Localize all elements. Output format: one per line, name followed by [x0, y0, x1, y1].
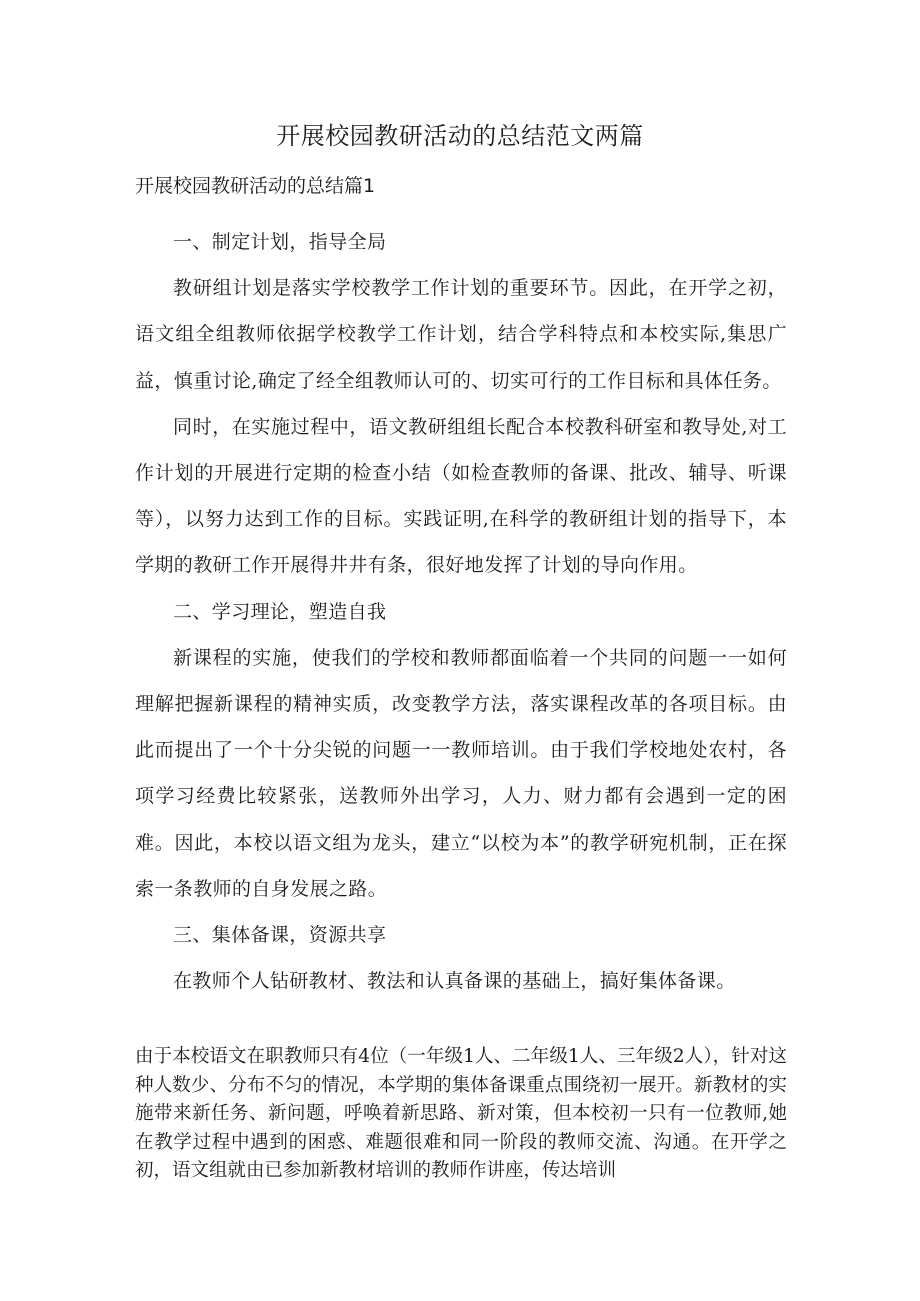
paragraph-theory: 新课程的实施，使我们的学校和教师都面临着一个共同的问题一一如何理解把握新课程的精神实质，改变教学方法，落实课程改革的各项目标。由此而提出了一个十分尖锐的问题一一教师培训。由于我们学校地处农村，各项学习经费比较紧张，送教师外出学习，人力、财力都有会遇到一定的困难。因此，本校以语文组为龙头，建立“以校为本”的教学研宛机制，正在探索一条教师的自身发展之路。: [135, 646, 787, 900]
dense-text-block: [135, 1043, 787, 1186]
paragraph-staff-details: 由于本校语文在职教师只有4位（一年级1人、二年级1人、三年级2人），针对这种人数少、分布不匀的情况，本学期的集体备课重点围绕初一展开。新教材的实施带来新任务、新问题，呼唤着新思路、新对策，但本校初一只有一位教师,她在教学过程中遇到的困惑、难题很难和同一阶段的教师交流、沟通。在开学之初，语文组就由已参加新教材培训的教师作讲座，传达培训: [135, 1046, 787, 1182]
section-title: 开展校园教研活动的总结篇1: [135, 175, 376, 197]
paragraph-collective-prep: 在教师个人钻研教材、教法和认真备课的基础上，搞好集体备课。: [173, 970, 736, 993]
document-title: 开展校园教研活动的总结范文两篇: [276, 122, 644, 150]
heading-theory: 二、学习理论，塑造自我: [173, 600, 387, 623]
paragraph-plan-implementation: 同时，在实施过程中，语文教研组组长配合本校教科研室和教导处,对工作计划的开展进行定期的检查小结（如检查教师的备课、批改、辅导、听课等），以努力达到工作的目标。实践证明,在科学的教研组计划的指导下，本学期的教研工作开展得井井有条，很好地发挥了计划的导向作用。: [135, 415, 787, 577]
paragraph-plan-intro: 教研组计划是落实学校教学工作计划的重要环节。因此，在开学之初，语文组全组教师依据学校教学工作计划，结合学科特点和本校实际,集思广益，慎重讨论,确定了经全组教师认可的、切实可行的工作目标和具体任务。: [135, 277, 787, 392]
heading-collective-prep: 三、集体备课，资源共享: [173, 924, 387, 947]
heading-plan: 一、制定计划，指导全局: [173, 231, 387, 253]
document-body: [135, 219, 787, 1004]
